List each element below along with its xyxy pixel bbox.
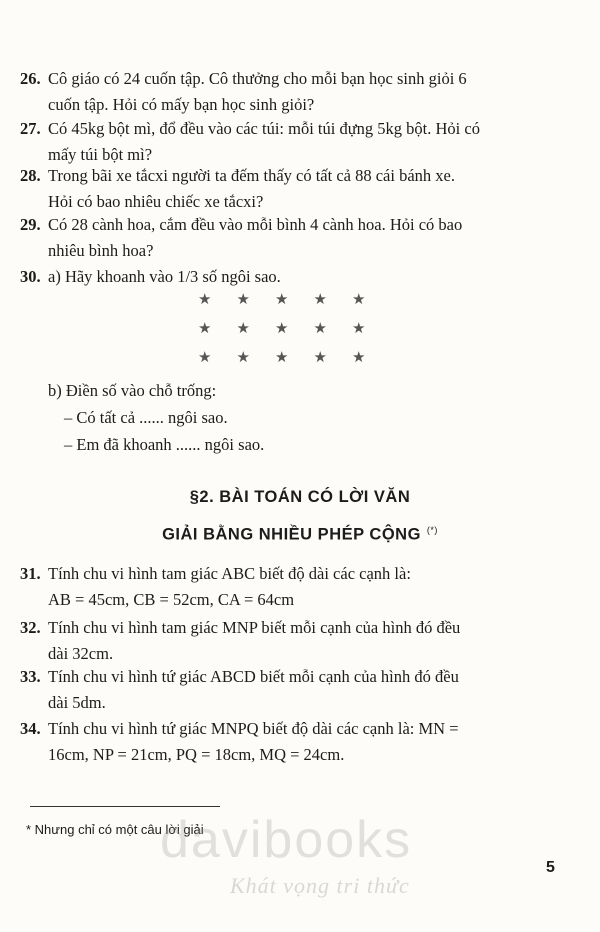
star-icon: ★ — [275, 292, 289, 308]
star-icon: ★ — [198, 321, 212, 337]
problem-text: mấy túi bột mì? — [48, 145, 153, 164]
problem-number: 34. — [20, 719, 41, 738]
problem-28 — [20, 163, 580, 215]
problem-number: 27. — [20, 119, 41, 138]
star-grid — [198, 292, 368, 379]
problem-text: AB = 45cm, CB = 52cm, CA = 64cm — [48, 590, 295, 609]
problem-30 — [20, 264, 580, 290]
part-b-line-2: – Em đã khoanh ...... ngôi sao. — [64, 435, 265, 454]
star-icon: ★ — [313, 321, 327, 337]
problem-text: Tính chu vi hình tứ giác MNPQ biết độ dài các cạnh là: MN = — [48, 719, 459, 738]
star-icon: ★ — [352, 350, 366, 366]
section-subtitle — [0, 525, 600, 545]
problem-number: 29. — [20, 215, 41, 234]
problem-text: Tính chu vi hình tam giác ABC biết độ dài các cạnh là: — [48, 564, 411, 583]
problem-text: Có 28 cành hoa, cắm đều vào mỗi bình 4 cành hoa. Hỏi có bao — [48, 215, 463, 234]
footnote: * Nhưng chỉ có một câu lời giải — [26, 822, 204, 837]
problem-27 — [20, 116, 580, 168]
star-icon: ★ — [236, 321, 250, 337]
problem-text: Cô giáo có 24 cuốn tập. Cô thưởng cho mỗi bạn học sinh giỏi 6 — [48, 69, 467, 88]
problem-33 — [20, 664, 580, 716]
footnote-marker: (*) — [426, 525, 438, 535]
star-icon: ★ — [313, 350, 327, 366]
problem-29 — [20, 212, 580, 264]
footnote-divider — [30, 806, 220, 807]
problem-number: 30. — [20, 267, 41, 286]
problem-text: Hỏi có bao nhiêu chiếc xe tắcxi? — [48, 192, 264, 211]
problem-31 — [20, 561, 580, 613]
problem-text: Có 45kg bột mì, đổ đều vào các túi: mỗi túi đựng 5kg bột. Hỏi có — [48, 119, 480, 138]
problem-text: Trong bãi xe tắcxi người ta đếm thấy có tất cả 88 cái bánh xe. — [48, 166, 455, 185]
problem-text: cuốn tập. Hỏi có mấy bạn học sinh giỏi? — [48, 95, 315, 114]
problem-34 — [20, 716, 580, 768]
problem-number: 31. — [20, 564, 41, 583]
problem-text: dài 5dm. — [48, 693, 106, 712]
watermark-slogan: Khát vọng tri thức — [230, 873, 410, 898]
star-icon: ★ — [198, 292, 212, 308]
star-icon: ★ — [313, 292, 327, 308]
star-icon: ★ — [275, 321, 289, 337]
star-icon: ★ — [352, 292, 366, 308]
problem-number: 33. — [20, 667, 41, 686]
watermark-logo: davibooks — [160, 811, 413, 869]
star-icon: ★ — [236, 350, 250, 366]
problem-26 — [20, 66, 580, 118]
problem-text: dài 32cm. — [48, 644, 114, 663]
problem-text: nhiêu bình hoa? — [48, 241, 154, 260]
star-icon: ★ — [275, 350, 289, 366]
problem-number: 26. — [20, 69, 41, 88]
part-b-label: b) Điền số vào chỗ trống: — [48, 381, 217, 400]
star-icon: ★ — [198, 350, 212, 366]
star-icon: ★ — [236, 292, 250, 308]
section-title: §2. BÀI TOÁN CÓ LỜI VĂN — [189, 488, 411, 506]
part-b-line-1: – Có tất cả ...... ngôi sao. — [64, 408, 228, 427]
problem-text: Tính chu vi hình tứ giác ABCD biết mỗi cạnh của hình đó đều — [48, 667, 459, 686]
section-subtitle-text: GIẢI BẰNG NHIỀU PHÉP CỘNG — [162, 525, 421, 544]
problem-number: 28. — [20, 166, 41, 185]
problem-32 — [20, 615, 580, 667]
star-icon: ★ — [352, 321, 366, 337]
problem-text: 16cm, NP = 21cm, PQ = 18cm, MQ = 24cm. — [48, 745, 345, 764]
page-number: 5 — [546, 859, 555, 876]
problem-text: Tính chu vi hình tam giác MNP biết mỗi cạnh của hình đó đều — [48, 618, 461, 637]
problem-number: 32. — [20, 618, 41, 637]
problem-text: a) Hãy khoanh vào 1/3 số ngôi sao. — [48, 267, 281, 286]
